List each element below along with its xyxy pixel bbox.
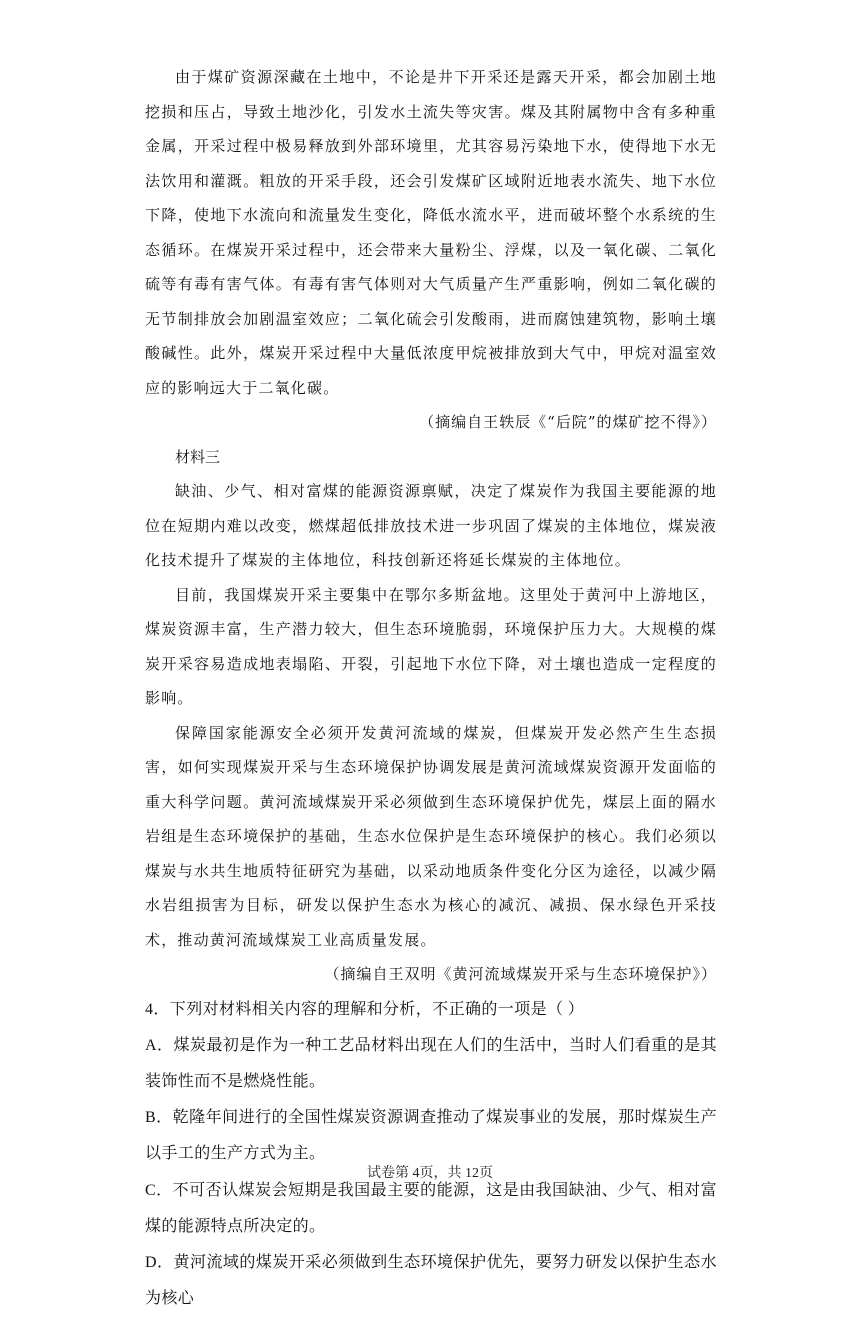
source-citation-3: （摘编自王双明《黄河流域煤炭开采与生态环境保护》）: [145, 957, 717, 992]
question-block: [145, 992, 717, 1317]
document-page: [145, 60, 717, 1317]
passage-paragraph-1: 由于煤矿资源深藏在土地中，不论是井下开采还是露天开采，都会加剧土地挖损和压占，导致土地沙化，引发水土流失等灾害。煤及其附属物中含有多种重金属，开采过程中极易释放到外部环境里，尤其容易污染地下水，使得地下水无法饮用和灌溉。粗放的开采手段，还会引发煤矿区域附近地表水流失、地下水位下降，使地下水流向和流量发生变化，降低水流水平，进而破坏整个水系统的生态循环。在煤炭开采过程中，还会带来大量粉尘、浮煤，以及一氧化碳、二氧化硫等有毒有害气体。有毒有害气体则对大气质量产生严重影响，例如二氧化碳的无节制排放会加剧温室效应；二氧化硫会引发酸雨，进而腐蚀建筑物，影响土壤酸碱性。此外，煤炭开采过程中大量低浓度甲烷被排放到大气中，甲烷对温室效应的影响远大于二氧化碳。: [145, 60, 717, 405]
material-three-heading: 材料三: [145, 440, 717, 475]
source-citation-2: （摘编自王轶辰《“后院”的煤矿挖不得》）: [145, 405, 717, 440]
passage-paragraph-3: 目前，我国煤炭开采主要集中在鄂尔多斯盆地。这里处于黄河中上游地区，煤炭资源丰富，生产潜力较大，但生态环境脆弱，环境保护压力大。大规模的煤炭开采容易造成地表塌陷、开裂，引起地下水位下降，对土壤也造成一定程度的影响。: [145, 578, 717, 716]
question-stem: 4．下列对材料相关内容的理解和分析，不正确的一项是（ ）: [145, 992, 717, 1028]
option-b: B．乾隆年间进行的全国性煤炭资源调查推动了煤炭事业的发展，那时煤炭生产以手工的生产方式为主。: [145, 1100, 717, 1172]
option-a: A．煤炭最初是作为一种工艺品材料出现在人们的生活中，当时人们看重的是其装饰性而不是燃烧性能。: [145, 1028, 717, 1100]
page-footer: 试卷第 4页，共 12页: [0, 1162, 860, 1182]
option-d: D．黄河流域的煤炭开采必须做到生态环境保护优先，要努力研发以保护生态水为核心: [145, 1245, 717, 1317]
option-c: C．不可否认煤炭会短期是我国最主要的能源，这是由我国缺油、少气、相对富煤的能源特点所决定的。: [145, 1173, 717, 1245]
passage-paragraph-2: 缺油、少气、相对富煤的能源资源禀赋，决定了煤炭作为我国主要能源的地位在短期内难以改变，燃煤超低排放技术进一步巩固了煤炭的主体地位，煤炭液化技术提升了煤炭的主体地位，科技创新还将延长煤炭的主体地位。: [145, 474, 717, 578]
passage-paragraph-4: 保障国家能源安全必须开发黄河流域的煤炭，但煤炭开发必然产生生态损害，如何实现煤炭开采与生态环境保护协调发展是黄河流域煤炭资源开发面临的重大科学问题。黄河流域煤炭开采必须做到生态环境保护优先，煤层上面的隔水岩组是生态环境保护的基础，生态水位保护是生态环境保护的核心。我们必须以煤炭与水共生地质特征研究为基础，以采动地质条件变化分区为途径，以减少隔水岩组损害为目标，研发以保护生态水为核心的减沉、减损、保水绿色开采技术，推动黄河流域煤炭工业高质量发展。: [145, 716, 717, 958]
